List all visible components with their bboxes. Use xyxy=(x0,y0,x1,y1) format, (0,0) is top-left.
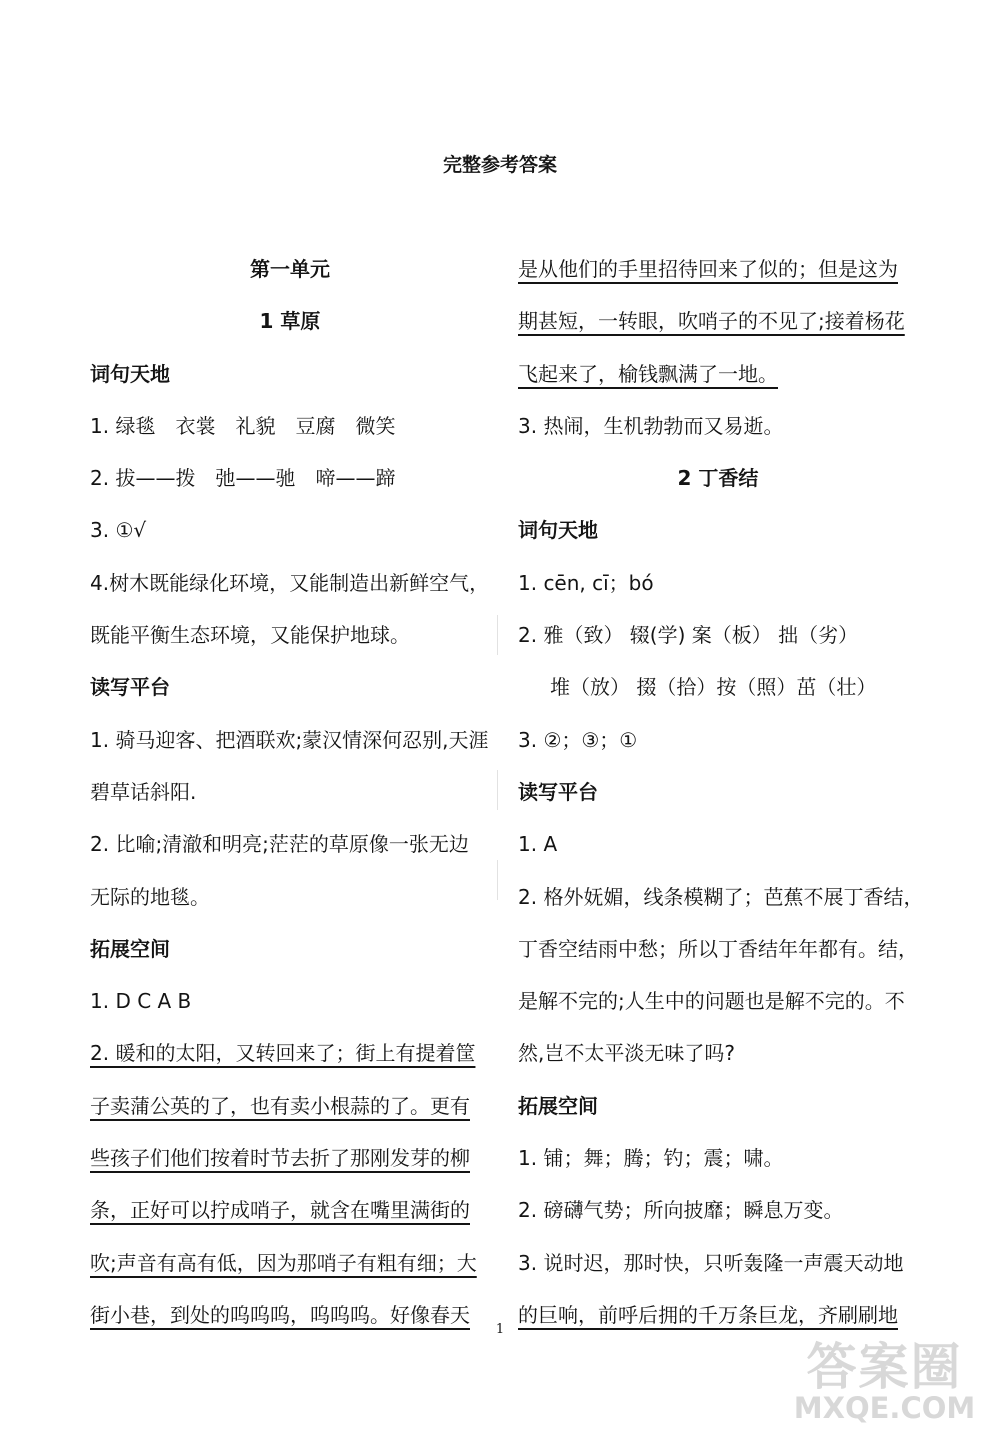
text-line: 词句天地 xyxy=(518,518,598,543)
text-line: 期甚短，一转眼，吹哨子的不见了;接着杨花 xyxy=(518,309,905,334)
text-line: 飞起来了，榆钱飘满了一地。 xyxy=(518,361,778,386)
text-line: 条，正好可以拧成哨子，就含在嘴里满街的 xyxy=(90,1198,470,1223)
text-line: 无际的地毯。 xyxy=(90,884,210,909)
watermark-logo xyxy=(787,1327,982,1427)
page-title: 完整参考答案 xyxy=(442,154,557,176)
text-line: 拓展空间 xyxy=(90,936,170,961)
text-line: 些孩子们他们按着时节去折了那刚发芽的柳 xyxy=(90,1146,470,1171)
text-line: 3. ②；③；① xyxy=(518,727,638,752)
text-line: 词句天地 xyxy=(90,361,170,386)
text-line: 的巨响，前呼后拥的千万条巨龙，齐刷刷地 xyxy=(518,1302,898,1327)
watermark-url: MXQE.COM xyxy=(793,1391,976,1425)
left-column xyxy=(90,243,490,1341)
text-line: 既能平衡生态环境，又能保护地球。 xyxy=(90,623,410,648)
text-line: 1. 骑马迎客、把酒联欢;蒙汉情深何忍别,天涯 xyxy=(90,727,489,752)
right-column xyxy=(518,243,924,1341)
page-number: 1 xyxy=(495,1322,505,1337)
text-line: 3. 热闹，生机勃勃而又易逝。 xyxy=(518,413,784,438)
text-line: 然,岂不太平淡无味了吗? xyxy=(518,1041,735,1066)
text-line: 堆（放） 掇（拾）按（照）茁（壮） xyxy=(550,675,877,700)
text-line: 碧草话斜阳. xyxy=(90,779,197,804)
text-line: 是解不完的;人生中的问题也是解不完的。不 xyxy=(518,989,905,1014)
watermark-text: 答案圈 xyxy=(806,1338,963,1396)
text-line: 1. cēn, cī；bó xyxy=(518,570,654,595)
text-line: 3. ①√ xyxy=(90,518,147,543)
text-line: 街小巷，到处的呜呜呜，呜呜呜。好像春天 xyxy=(90,1302,470,1327)
text-line: 读写平台 xyxy=(518,779,598,804)
text-line: 1. A xyxy=(518,832,558,857)
text-line: 2. 磅礴气势；所向披靡；瞬息万变。 xyxy=(518,1198,844,1223)
text-line: 吹;声音有高有低，因为那哨子有粗有细；大 xyxy=(90,1250,477,1275)
divider xyxy=(497,770,498,810)
text-line: 读写平台 xyxy=(90,675,170,700)
text-line: 2. 雅（致） 辍(学) 案（板） 拙（劣） xyxy=(518,623,859,648)
text-line: 2. 拔——拨 弛——驰 啼——蹄 xyxy=(90,466,396,491)
text-line: 1. 铺；舞；腾；钓；震；啸。 xyxy=(518,1146,784,1171)
divider xyxy=(497,860,498,900)
text-line: 拓展空间 xyxy=(518,1093,598,1118)
text-line: 4.树木既能绿化环境，又能制造出新鲜空气， xyxy=(90,570,490,595)
text-line: 1. D C A B xyxy=(90,989,192,1014)
text-line: 1. 绿毯 衣裳 礼貌 豆腐 微笑 xyxy=(90,413,396,438)
text-line: 子卖蒲公英的了，也有卖小根蒜的了。更有 xyxy=(90,1093,470,1118)
text-line: 2. 格外妩媚，线条模糊了；芭蕉不展丁香结， xyxy=(518,884,924,909)
text-line: 是从他们的手里招待回来了似的；但是这为 xyxy=(518,257,898,281)
text-line: 2 丁香结 xyxy=(677,466,759,491)
text-line: 3. 说时迟，那时快，只听轰隆一声震天动地 xyxy=(518,1250,904,1275)
text-line: 1 草原 xyxy=(259,309,321,334)
text-line: 丁香空结雨中愁；所以丁香结年年都有。结， xyxy=(518,936,918,961)
text-line: 2. 暖和的太阳，又转回来了；街上有提着筐 xyxy=(90,1041,476,1066)
text-line: 2. 比喻;清澈和明亮;茫茫的草原像一张无边 xyxy=(90,832,469,857)
divider xyxy=(497,615,498,655)
text-line: 第一单元 xyxy=(250,257,330,281)
